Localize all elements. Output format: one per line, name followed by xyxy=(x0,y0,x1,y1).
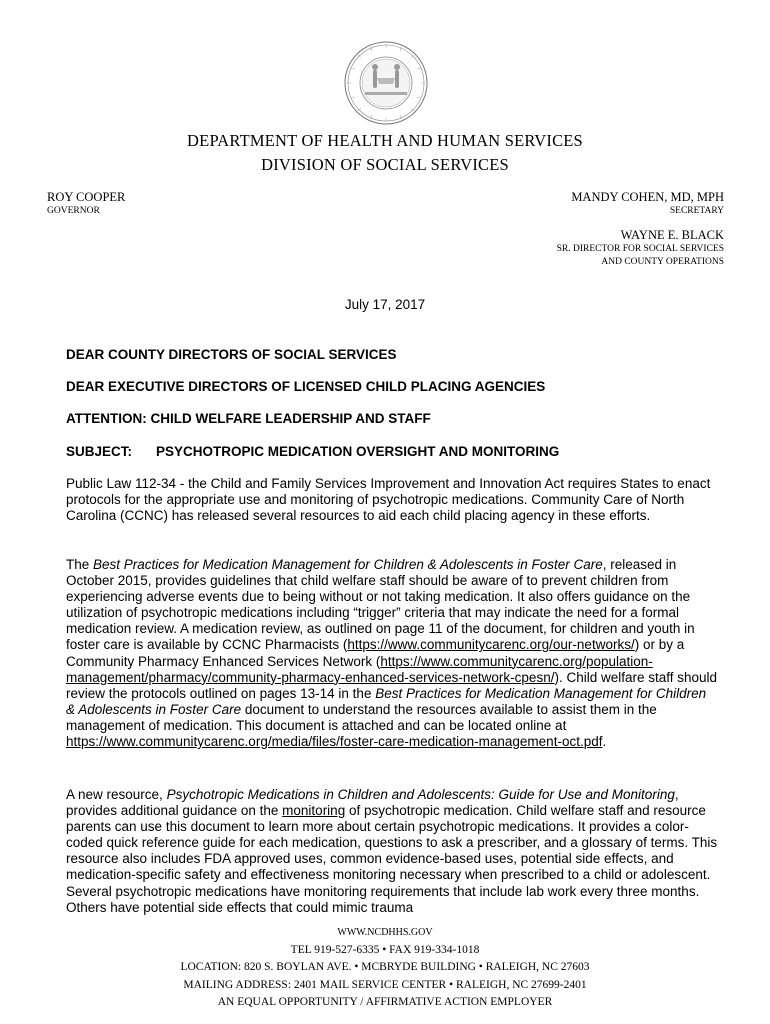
ccnc-networks-link[interactable]: https://www.communitycarenc.org/our-networks/ xyxy=(347,637,635,653)
p3-text-b: , provides additional guidance on the xyxy=(66,787,679,819)
p3-text-c: of psychotropic medication. Child welfare staff and resource parents can use this document to learn more about certain psychotropic medications. It provides a color-coded quick reference guide for each medication, questions to ask a prescriber, and a glossary of terms. This resource also includes FDA approved uses, common evidence-based uses, potential side effects, and medication-specific safety and effectiveness monitoring necessary when prescribed to a child or adolescent. Several psychotropic medications have monitoring requirements that include lab work every three months. Others have potential side effects that could mimic trauma xyxy=(66,803,718,915)
footer-mailing-address: MAILING ADDRESS: 2401 MAIL SERVICE CENTER • RALEIGH, NC 27699-2401 xyxy=(183,978,587,991)
paragraph-new-resource xyxy=(66,787,718,916)
p2-text-f: . xyxy=(602,734,607,750)
state-seal-icon xyxy=(343,40,429,126)
p2-text-d: ). Child welfare staff should review the protocols outlined on pages 13-14 in the xyxy=(66,669,718,701)
subject-line xyxy=(66,444,559,459)
governor-title: GOVERNOR xyxy=(47,206,100,216)
division-title: DIVISION OF SOCIAL SERVICES xyxy=(261,155,509,174)
p3-text-a: A new resource, xyxy=(66,787,167,802)
cpesn-link[interactable]: https://www.communitycarenc.org/population-management/pharmacy/community-pharmacy-enhanced-services-network-cpesn/ xyxy=(66,653,653,685)
p2-text-e: document to understand the resources available to assist them in the management of medication. This document is attached and can be located online at xyxy=(66,701,657,733)
best-practices-title: Best Practices for Medication Management for Children & Adolescents in Foster Care xyxy=(93,557,603,572)
paragraph-public-law xyxy=(66,476,718,524)
paragraph-1-text: Public Law 112-34 - the Child and Family Services Improvement and Innovation Act requires States to enact protocols for the appropriate use and monitoring of psychotropic medications. Community Care of North Carolina (CCNC) has released several resources to aid each child placing agency in these efforts. xyxy=(66,476,711,524)
p2-text-a: The xyxy=(66,557,94,572)
subject-label: SUBJECT: xyxy=(66,444,133,459)
p2-text-c: ) or by a Community Pharmacy Enhanced Services Network ( xyxy=(66,637,685,669)
footer-phone-fax: TEL 919-527-6335 • FAX 919-334-1018 xyxy=(290,943,480,956)
footer-eeo-statement: AN EQUAL OPPORTUNITY / AFFIRMATIVE ACTION EMPLOYER xyxy=(217,996,553,1008)
director-title-line1: SR. DIRECTOR FOR SOCIAL SERVICES xyxy=(556,244,724,254)
attention-line: ATTENTION: CHILD WELFARE LEADERSHIP AND STAFF xyxy=(66,411,431,426)
psychotropic-guide-title: Psychotropic Medications in Children and Adolescents: Guide for Use and Monitoring xyxy=(166,787,675,802)
letter-date: July 17, 2017 xyxy=(344,297,426,312)
secretary-title: SECRETARY xyxy=(669,206,724,216)
salutation-county-directors: DEAR COUNTY DIRECTORS OF SOCIAL SERVICES xyxy=(66,347,397,362)
p2-text-b: , released in October 2015, provides guidelines that child welfare staff should be aware of to prevent children from experiencing adverse events due to being without or not taking medication. It also offers guidance on the utilization of psychotropic medications including “trigger” criteria that may indicate the need for a formal medication review. A medication review, as outlined on page 11 of the document, for children and youth in foster care is available by CCNC Pharmacists ( xyxy=(66,557,695,653)
subject-text: PSYCHOTROPIC MEDICATION OVERSIGHT AND MONITORING xyxy=(156,444,560,459)
letter-footer xyxy=(0,924,770,1012)
footer-website: WWW.NCDHHS.GOV xyxy=(337,927,433,938)
best-practices-title-2: Best Practices for Medication Management for Children & Adolescents in Foster Care xyxy=(66,685,707,717)
director-name: WAYNE E. BLACK xyxy=(620,228,724,242)
department-title: DEPARTMENT OF HEALTH AND HUMAN SERVICES xyxy=(187,131,583,150)
secretary-name: MANDY COHEN, MD, MPH xyxy=(571,190,724,204)
salutation-executive-directors: DEAR EXECUTIVE DIRECTORS OF LICENSED CHILD PLACING AGENCIES xyxy=(66,379,546,394)
director-title-line2: AND COUNTY OPERATIONS xyxy=(601,257,724,267)
paragraph-best-practices xyxy=(66,557,718,750)
foster-care-pdf-link[interactable]: https://www.communitycarenc.org/media/files/foster-care-medication-management-oct.pdf xyxy=(66,734,603,750)
footer-location: LOCATION: 820 S. BOYLAN AVE. • MCBRYDE BUILDING • RALEIGH, NC 27603 xyxy=(180,961,590,973)
governor-name: ROY COOPER xyxy=(47,190,126,204)
monitoring-emphasis: monitoring xyxy=(282,803,346,819)
